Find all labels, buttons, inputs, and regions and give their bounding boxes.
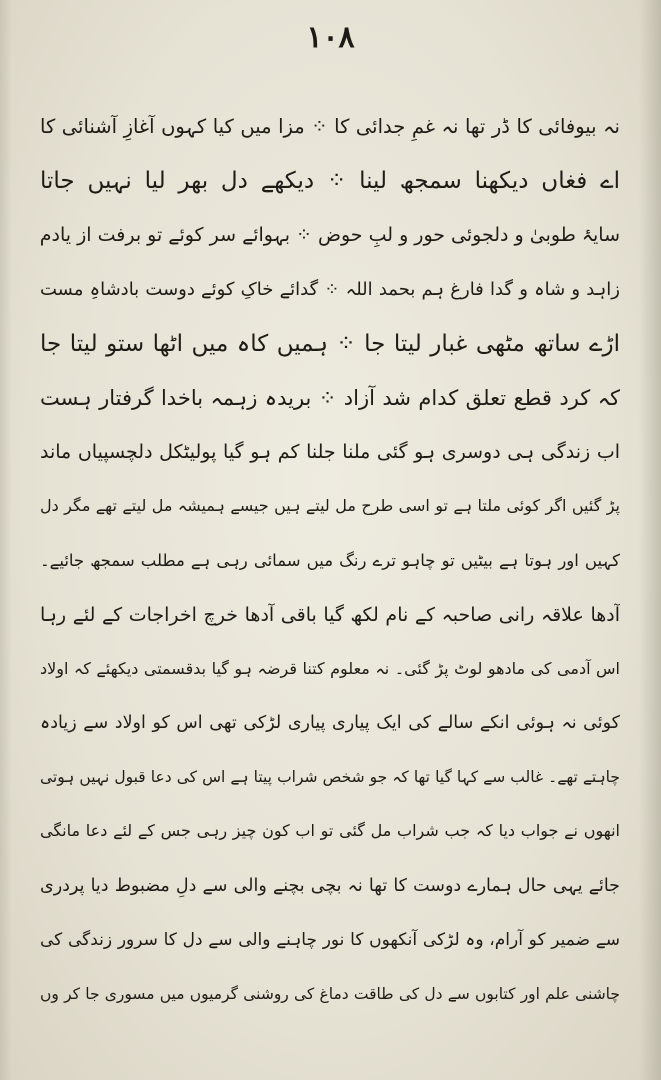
text-line-6: کہ کرد قطع تعلق کدام شد آزاد ⁘ بریدہ زہمہ باخدا گرفتار ہست: [40, 385, 620, 410]
text-line-1: نہ بیوفائی کا ڈر تھا نہ غمِ جدائی کا ⁘ مزا میں کیا کہوں آغازِ آشنائی کا: [40, 115, 620, 138]
text-line-12: کوئی نہ ہوئی انکے سالے کی ایک پیاری پیاری لڑکی تھی اس کو اولاد سے زیادہ: [40, 713, 620, 734]
text-line-4: زاہد و شاہ و گدا فارغ ہم بحمد اللہ ⁘ گدائے خاکِ کوئے دوست بادشاہِ مست: [40, 278, 620, 300]
text-line-15: جائے یہی حال ہمارے دوست کا تھا نہ بچی بچنے والی سے دلِ مضبوط دیا پردری: [40, 875, 620, 896]
text-line-8: پڑ گئیں اگر کوئی ملتا ہے تو اسی طرح مل لیتے ہیں جیسے ہمیشہ مل لیتے تھے مگر دل: [40, 496, 620, 516]
page-number: ۱۰۸: [306, 20, 355, 55]
text-line-13: چاہتے تھے۔ غالب سے کہا گیا تھا کہ جو شخص شراب پیتا ہے اس کی دعا قبول نہیں ہوتی: [40, 768, 620, 787]
text-line-9: کہیں اور ہوتا ہے بیٹیں تو چاہو ترے رنگ میں سمائی رہی ہے مطلب سمجھ جائیے۔: [40, 550, 620, 570]
page-edge-shadow: [639, 0, 661, 1080]
page-gutter-shadow: [0, 0, 12, 1080]
page-text-body: [40, 100, 620, 1021]
text-line-2: اے فغاں دیکھنا سمجھ لینا ⁘ دیکھے دل بھر لیا نہیں جاتا: [40, 168, 620, 195]
text-line-5: اڑے ساتھ مٹھی غبار لیتا جا ⁘ ہمیں کاہ میں اٹھا ستو لیتا جا: [40, 330, 620, 357]
text-line-14: انھوں نے جواب دیا کہ جب شراب مل گئی تو اب کون چیز رہی جس کے لئے دعا مانگی: [40, 821, 620, 841]
text-line-16: سے ضمیر کو آرام، وہ لڑکی آنکھوں کا نور چاہنے والی سے دل کا سرور زندگی کی: [40, 929, 620, 950]
text-line-3: سایۂ طوبیٰ و دلجوئی حور و لبِ حوض ⁘ بہوائے سر کوئے تو برفت از یادم: [40, 224, 620, 247]
text-line-7: اب زندگی ہی دوسری ہو گئی ملنا جلنا کم ہو گیا پولیٹکل دلچسپیاں ماند: [40, 441, 620, 464]
text-line-17: چاشنی علم اور کتابوں سے دل کی طاقت دماغ کی روشنی گرمیوں میں مسوری جا کر وں: [40, 985, 620, 1003]
text-line-11: اس آدمی کی مادھو لوٹ پڑ گئی۔ نہ معلوم کتنا قرضہ ہو گیا بدقسمتی دیکھئے کہ اولاد: [40, 658, 620, 678]
text-line-10: آدھا علاقہ رانی صاحبہ کے نام لکھ گیا باقی آدھا خرچ اخراجات کے لئے رہا: [40, 603, 620, 626]
